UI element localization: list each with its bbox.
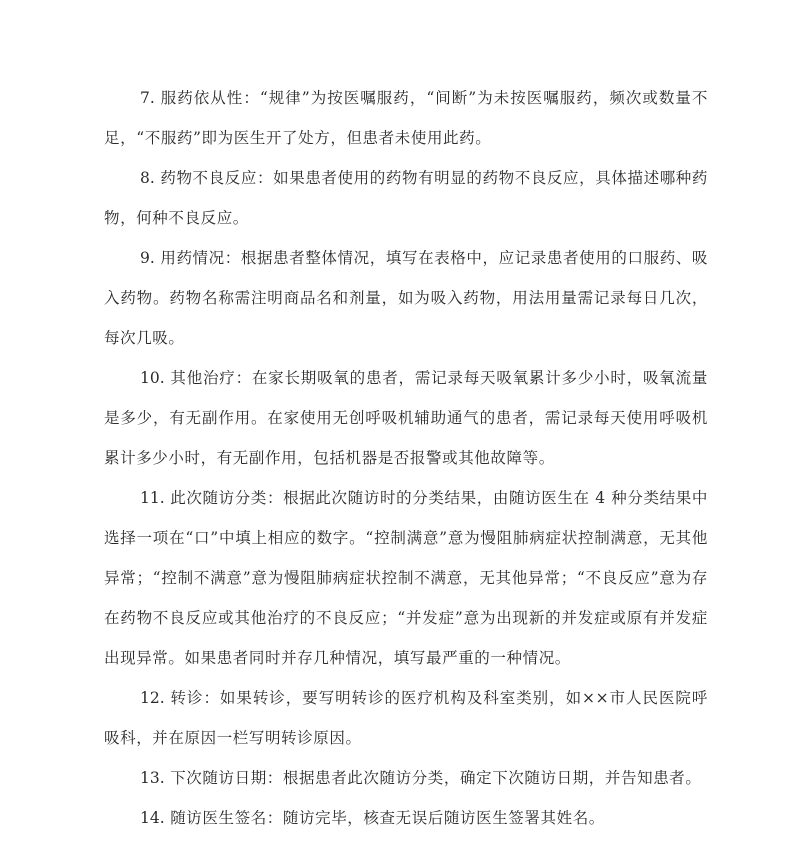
- item-text: 服药依从性：“规律”为按医嘱服药，“间断”为未按医嘱服药，频次或数量不足，“不服药”即为医生开了处方，但患者未使用此药。: [104, 89, 709, 147]
- paragraph-item-12: [104, 678, 708, 758]
- item-text: 用药情况：根据患者整体情况，填写在表格中，应记录患者使用的口服药、吸入药物。药物名称需注明商品名和剂量，如为吸入药物，用法用量需记录每日几次，每次几吸。: [104, 249, 709, 347]
- item-number: 8.: [140, 169, 155, 187]
- item-number: 12.: [140, 689, 165, 707]
- item-text: 药物不良反应：如果患者使用的药物有明显的药物不良反应，具体描述哪种药物，何种不良反应。: [104, 169, 709, 227]
- paragraph-item-8: [104, 158, 708, 238]
- item-text: 其他治疗：在家长期吸氧的患者，需记录每天吸氧累计多少小时，吸氧流量是多少，有无副作用。在家使用无创呼吸机辅助通气的患者，需记录每天使用呼吸机累计多少小时，有无副作用，包括机器是否报警或其他故障等。: [104, 369, 708, 467]
- item-text: 此次随访分类：根据此次随访时的分类结果，由随访医生在 4 种分类结果中选择一项在“口”中填上相应的数字。“控制满意”意为慢阻肺病症状控制满意，无其他异常；“控制不满意”意为慢阻肺病症状控制不满意，无其他异常；“不良反应”意为存在药物不良反应或其他治疗的不良反应；“并发症”意为出现新的并发症或原有并发症出现异常。如果患者同时并存几种情况，填写最严重的一种情况。: [104, 489, 708, 667]
- paragraph-item-7: [104, 78, 708, 158]
- item-number: 7.: [140, 89, 155, 107]
- item-number: 13.: [140, 769, 165, 787]
- paragraph-item-10: [104, 358, 708, 478]
- item-number: 11.: [140, 489, 165, 507]
- item-text: 随访医生签名：随访完毕，核查无误后随访医生签署其姓名。: [170, 809, 605, 827]
- item-number: 10.: [140, 369, 165, 387]
- item-number: 14.: [140, 809, 165, 827]
- paragraph-item-11: [104, 478, 708, 678]
- paragraph-item-14: [104, 798, 708, 838]
- item-text: 转诊：如果转诊，要写明转诊的医疗机构及科室类别，如××市人民医院呼吸科，并在原因一栏写明转诊原因。: [104, 689, 708, 747]
- paragraph-item-13: [104, 758, 708, 798]
- paragraph-item-9: [104, 238, 708, 358]
- item-number: 9.: [140, 249, 155, 267]
- item-text: 下次随访日期：根据患者此次随访分类，确定下次随访日期，并告知患者。: [170, 769, 702, 787]
